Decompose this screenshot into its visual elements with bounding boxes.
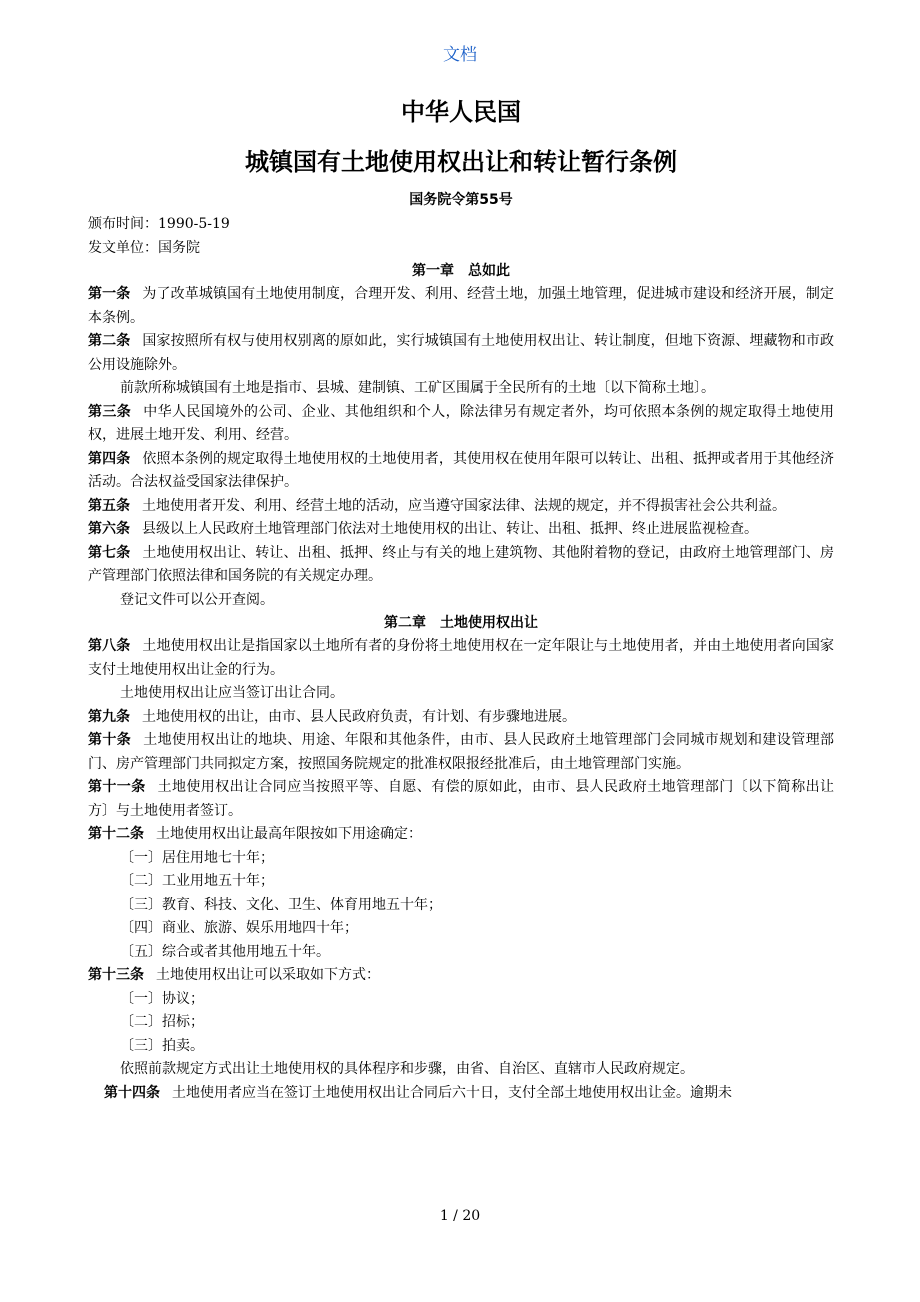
indented-paragraph: 登记文件可以公开查阅。 [120,591,274,608]
issue-date: 颁布时间：1990-5-19 [88,216,230,232]
article-text: 为了改革城镇国有土地使用制度，合理开发、利用、经营土地，加强土地管理，促进城市建设和经济开展，制定本条例。 [88,286,835,326]
article-text: 土地使用权出让、转让、出租、抵押、终止与有关的地上建筑物、其他附着物的登记，由政府土地管理部门、房产管理部门依照法律和国务院的有关规定办理。 [88,544,835,584]
header-watermark: 文档 [443,45,477,65]
article-text: 土地使用权出让是指国家以土地所有者的身份将土地使用权在一定年限让与土地使用者，并由土地使用者向国家支付土地使用权出让金的行为。 [88,638,835,678]
order-number: 国务院令第55号 [409,192,513,208]
document-body [88,260,834,1105]
article-paragraph [88,448,834,495]
article-paragraph [88,776,834,823]
article-label: 第七条 [88,544,131,561]
article-paragraph [88,401,834,448]
list-item: 〔一〕协议； [120,990,204,1007]
chapter-heading: 第二章 土地使用权出让 [384,615,538,631]
article-label: 第十二条 [88,826,144,842]
indented-paragraph: 土地使用权出让应当签订出让合同。 [120,685,344,701]
article-text: 土地使用权的出让，由市、县人民政府负责，有计划、有步骤地进展。 [142,708,576,725]
article-paragraph [88,495,834,519]
article-label: 第八条 [88,638,131,654]
article-label: 第一条 [88,286,131,302]
list-item: 〔三〕教育、科技、文化、卫生、体育用地五十年； [120,896,442,913]
article-paragraph [88,330,834,377]
article-label: 第十四条 [104,1084,160,1101]
list-item: 〔二〕招标； [120,1014,204,1030]
article-paragraph [88,542,834,589]
article-paragraph [88,706,834,730]
article-label: 第三条 [88,403,132,420]
issuing-unit: 发文单位：国务院 [88,240,200,256]
article-label: 第六条 [88,521,130,537]
page-number: 1 / 20 [439,1208,481,1224]
list-item: 〔三〕拍卖。 [120,1037,204,1054]
list-item: 〔二〕工业用地五十年； [120,873,274,889]
article-text: 土地使用权出让可以采取如下方式： [156,967,380,983]
article-text: 土地使用者开发、利用、经营土地的活动，应当遵守国家法律、法规的规定，并不得损害社会公共利益。 [142,497,786,514]
article-paragraph [88,964,834,988]
list-item: 〔五〕综合或者其他用地五十年。 [120,943,330,960]
article-paragraph [88,823,834,847]
article-label: 第九条 [88,708,130,725]
article-paragraph [88,518,834,542]
list-item: 〔一〕居住用地七十年； [120,849,274,866]
document-title-line2: 城镇国有土地使用权出让和转让暂行条例 [245,148,677,176]
article-label: 第十条 [88,732,132,748]
article-label: 第四条 [88,450,131,467]
article-text: 土地使用权出让最高年限按如下用途确定： [156,826,422,842]
indented-paragraph: 依照前款规定方式出让土地使用权的具体程序和步骤，由省、自治区、直辖市人民政府规定。 [120,1061,694,1077]
article-paragraph [88,283,834,330]
list-item: 〔四〕商业、旅游、娱乐用地四十年； [120,920,358,936]
article-paragraph [88,1082,834,1106]
article-text: 土地使用者应当在签订土地使用权出让合同后六十日，支付全部土地使用权出让金。逾期未 [172,1084,732,1101]
document-page [88,92,834,1105]
article-text: 县级以上人民政府土地管理部门依法对土地使用权的出让、转让、出租、抵押、终止进展监视检查。 [142,521,758,537]
article-label: 第五条 [88,497,130,514]
article-text: 依照本条例的规定取得土地使用权的土地使用者，其使用权在使用年限可以转让、出租、抵押或者用于其他经济活动。合法权益受国家法律保护。 [88,450,835,490]
article-label: 第十三条 [88,967,144,983]
article-text: 土地使用权出让合同应当按照平等、自愿、有偿的原如此，由市、县人民政府土地管理部门〔以下简称出让方〕与土地使用者签订。 [88,779,835,819]
article-text: 国家按照所有权与使用权别离的原如此，实行城镇国有土地使用权出让、转让制度，但地下资源、埋藏物和市政公用设施除外。 [88,333,835,373]
article-text: 土地使用权出让的地块、用途、年限和其他条件，由市、县人民政府土地管理部门会同城市规划和建设管理部门、房产管理部门共同拟定方案，按照国务院规定的批准权限报经批准后，由土地管理部门实施。 [88,732,835,772]
document-title-line1: 中华人民国 [401,98,521,126]
chapter-heading: 第一章 总如此 [412,263,510,279]
indented-paragraph: 前款所称城镇国有土地是指市、县城、建制镇、工矿区围属于全民所有的土地〔以下简称土地〕。 [120,380,715,396]
article-label: 第二条 [88,333,131,349]
article-paragraph [88,635,834,682]
article-paragraph [88,729,834,776]
article-text: 中华人民国境外的公司、企业、其他组织和个人，除法律另有规定者外，均可依照本条例的规定取得土地使用权，进展土地开发、利用、经营。 [88,403,835,443]
article-label: 第十一条 [88,779,146,795]
